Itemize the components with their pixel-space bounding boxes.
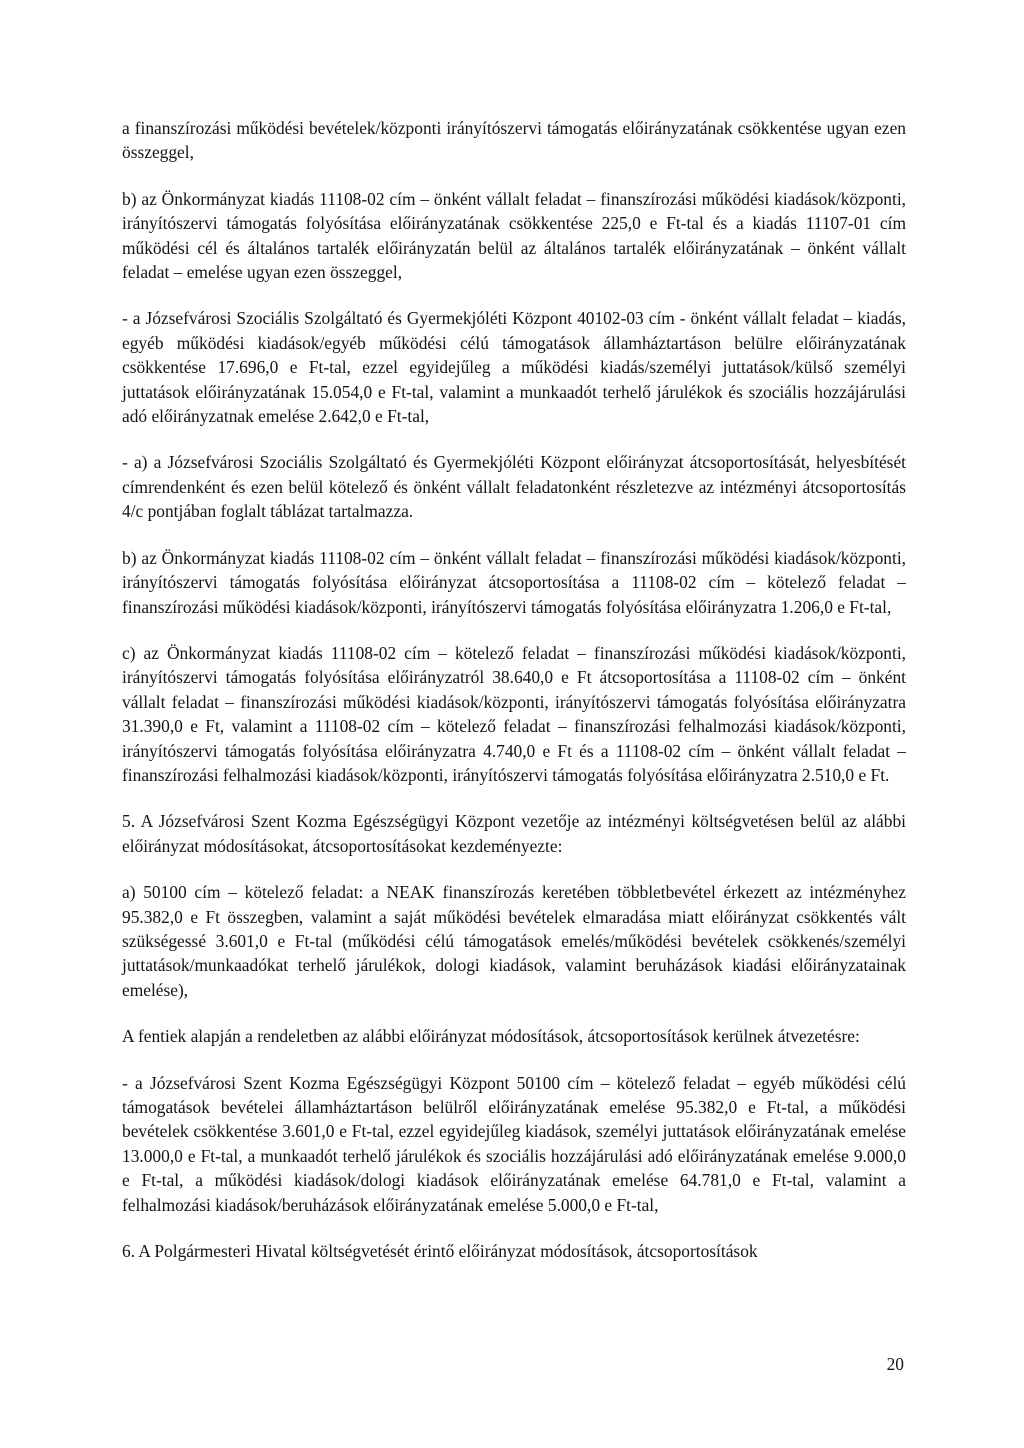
paragraph-4: - a) a Józsefvárosi Szociális Szolgáltató és Gyermekjóléti Központ előirányzat átcsoportosítását, helyesbítését címrendenként és ezen belül kötelező és önként vállalt feladatonként részletezve az intézményi átcsoportosítás 4/c pontjában foglalt táblázat tartalmazza.: [122, 452, 906, 522]
paragraph-9: A fentiek alapján a rendeletben az alábbi előirányzat módosítások, átcsoportosítások kerülnek átvezetésre:: [122, 1026, 860, 1047]
paragraph-11: 6. A Polgármesteri Hivatal költségvetését érintő előirányzat módosítások, átcsoportosítások: [122, 1241, 758, 1262]
paragraph-6: c) az Önkormányzat kiadás 11108-02 cím – kötelező feladat – finanszírozási működési kiadások/központi, irányítószervi támogatás folyósítása előirányzatról 38.640,0 e Ft átcsoportosítása a 11108-02 cím – önként vállalt feladat – finanszírozási működési kiadások/központi, irányítószervi támogatás folyósítása előirányzatra 31.390,0 e Ft, valamint a 11108-02 cím – kötelező feladat – finanszírozási felhalmozási kiadások/központi, irányítószervi támogatás folyósítása előirányzatra 4.740,0 e Ft és a 11108-02 cím – önként vállalt feladat – finanszírozási felhalmozási kiadások/központi, irányítószervi támogatás folyósítása előirányzatra 2.510,0 e Ft.: [122, 642, 906, 785]
paragraph-1: a finanszírozási működési bevételek/központi irányítószervi támogatás előirányzatának csökkentése ugyan ezen összeggel,: [122, 118, 906, 163]
paragraph-7: 5. A Józsefvárosi Szent Kozma Egészségügyi Központ vezetője az intézményi költségvetésen belül az alábbi előirányzat módosításokat, átcsoportosításokat kezdeményezte:: [122, 811, 906, 856]
paragraph-8: a) 50100 cím – kötelező feladat: a NEAK finanszírozás keretében többletbevétel érkezett az intézményhez 95.382,0 e Ft összegben, valamint a saját működési bevételek elmaradása miatt előirányzat csökkentés vált szükségessé 3.601,0 e Ft-tal (működési célú támogatások emelés/működési bevételek csökkenés/személyi juttatások/munkaadókat terhelő járulékok, dologi kiadások, valamint beruházások kiadási előirányzatainak emelése),: [122, 882, 906, 1000]
document-body: [122, 116, 906, 1285]
paragraph-3: - a Józsefvárosi Szociális Szolgáltató és Gyermekjóléti Központ 40102-03 cím - önként vállalt feladat – kiadás, egyéb működési kiadások/egyéb működési célú támogatások államháztartáson belülre előirányzatának csökkentése 17.696,0 e Ft-tal, ezzel egyidejűleg a működési kiadás/személyi juttatások/külső személyi juttatások előirányzatának 15.054,0 e Ft-tal, valamint a munkaadót terhelő járulékok és szociális hozzájárulási adó előirányzatnak emelése 2.642,0 e Ft-tal,: [122, 308, 906, 427]
paragraph-10: - a Józsefvárosi Szent Kozma Egészségügyi Központ 50100 cím – kötelező feladat – egyéb működési célú támogatások bevételei államháztartáson belülről előirányzatának emelése 95.382,0 e Ft-tal, a működési bevételek csökkentése 3.601,0 e Ft-tal, ezzel egyidejűleg kiadások, személyi juttatások előirányzatának emelése 13.000,0 e Ft-tal, a munkaadót terhelő járulékok és szociális hozzájárulási adó előirányzatának emelése 9.000,0 e Ft-tal, a működési kiadások/dologi kiadások előirányzatának emelése 64.781,0 e Ft-tal, valamint a felhalmozási kiadások/beruházások előirányzatának emelése 5.000,0 e Ft-tal,: [122, 1072, 906, 1215]
page-number: 20: [886, 1354, 904, 1374]
paragraph-5: b) az Önkormányzat kiadás 11108-02 cím – önként vállalt feladat – finanszírozási működési kiadások/központi, irányítószervi támogatás folyósítása előirányzat átcsoportosítása a 11108-02 cím – kötelező feladat – finanszírozási működési kiadások/központi, irányítószervi támogatás folyósítása előirányzatra 1.206,0 e Ft-tal,: [122, 547, 906, 617]
paragraph-2: b) az Önkormányzat kiadás 11108-02 cím – önként vállalt feladat – finanszírozási működési kiadások/központi, irányítószervi támogatás folyósítása előirányzatának csökkentése 225,0 e Ft-tal és a kiadás 11107-01 cím működési cél és általános tartalék előirányzatán belül az általános tartalék előirányzatának – önként vállalt feladat – emelése ugyan ezen összeggel,: [122, 188, 906, 283]
